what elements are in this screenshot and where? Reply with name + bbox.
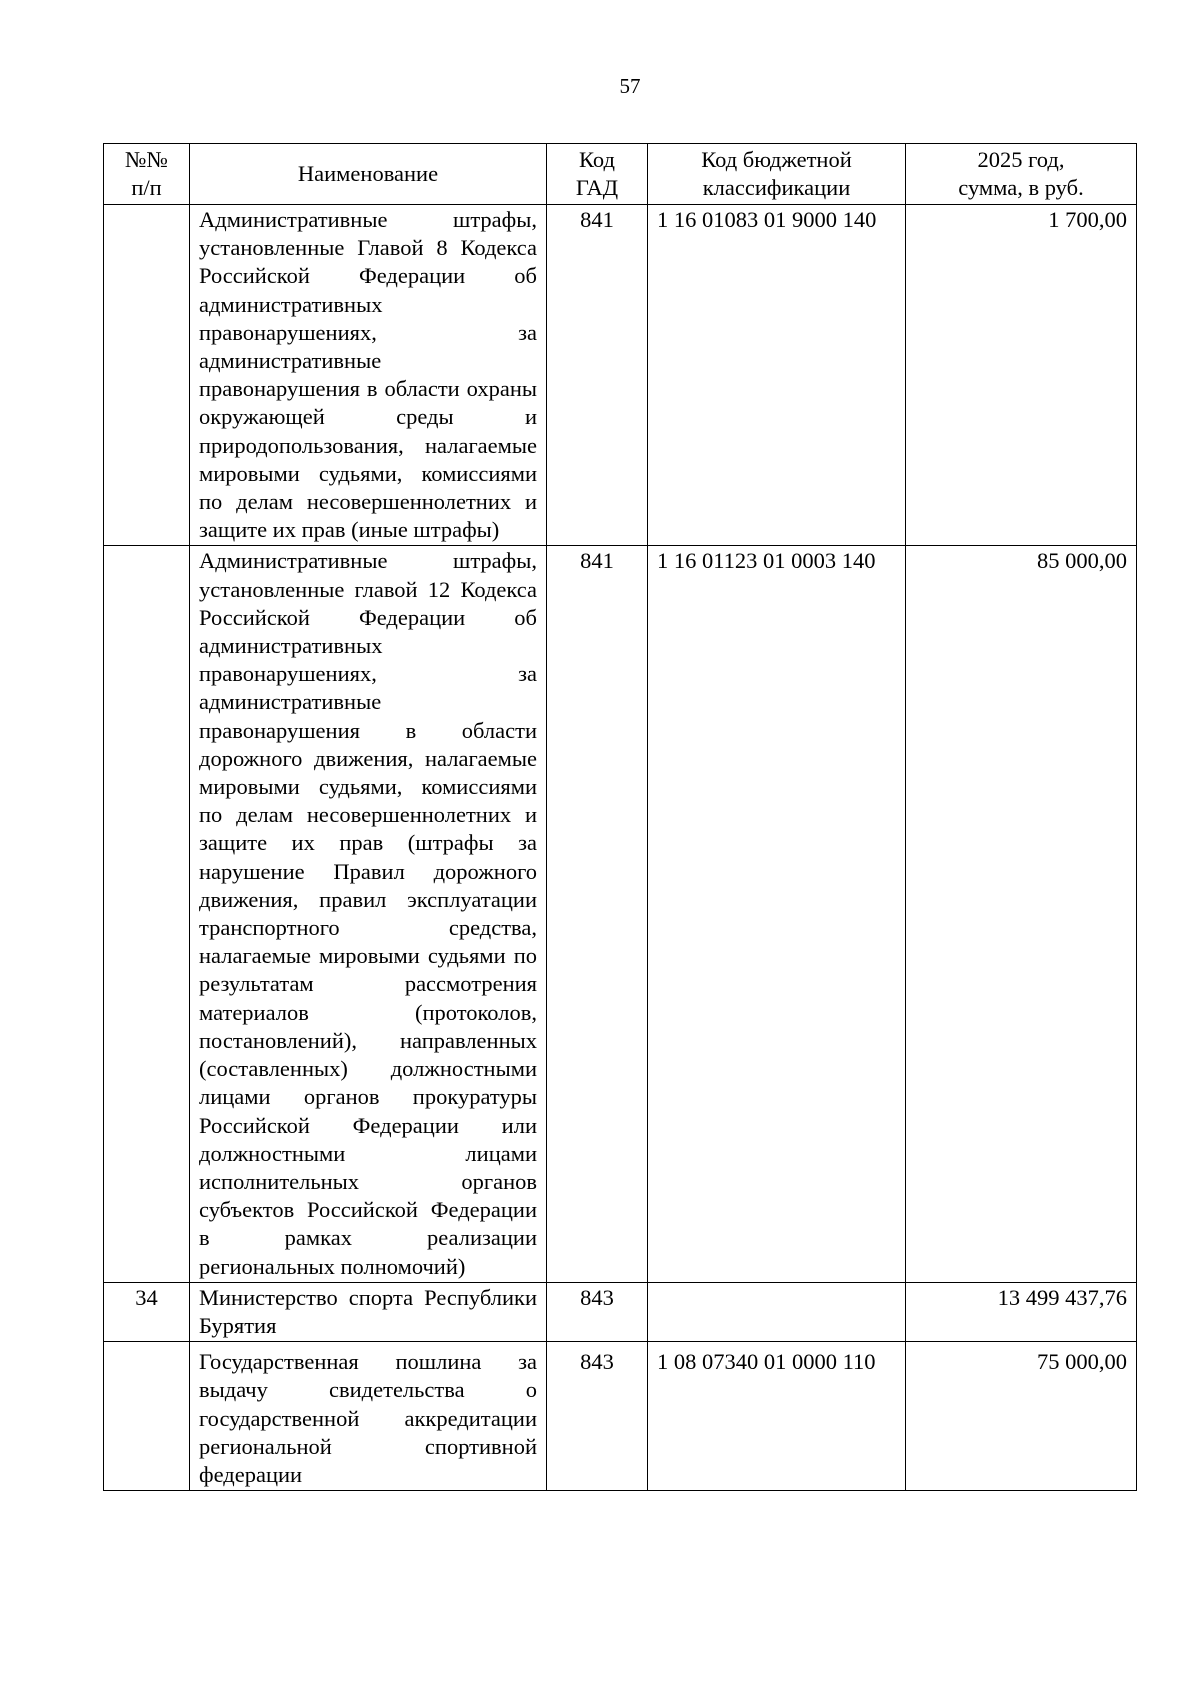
table-row	[104, 546, 1137, 1282]
row-num	[104, 205, 190, 546]
table-body	[104, 205, 1137, 1491]
row-kbk	[648, 1282, 906, 1341]
row-kbk: 1 16 01123 01 0003 140	[648, 546, 906, 1282]
header-num-line2: п/п	[131, 175, 162, 200]
header-kbk-line1: Код бюджетной	[701, 147, 852, 172]
row-gad: 843	[547, 1342, 648, 1491]
header-kbk-line2: классификации	[702, 175, 851, 200]
row-num	[104, 546, 190, 1282]
row-gad: 841	[547, 546, 648, 1282]
row-name: Министерство спорта Республики Бурятия	[190, 1282, 547, 1341]
header-amount-line2: сумма, в руб.	[958, 175, 1084, 200]
table-row	[104, 1342, 1137, 1491]
row-gad: 843	[547, 1282, 648, 1341]
row-num	[104, 1342, 190, 1491]
header-row	[104, 144, 1137, 205]
table-header	[104, 144, 1137, 205]
row-gad: 841	[547, 205, 648, 546]
row-amount: 1 700,00	[906, 205, 1137, 546]
page-number: 57	[619, 74, 641, 98]
table-row	[104, 1282, 1137, 1341]
row-kbk: 1 16 01083 01 9000 140	[648, 205, 906, 546]
header-amount	[906, 144, 1137, 205]
header-num	[104, 144, 190, 205]
row-name: Государственная пошлина за выдачу свидетельства о государственной аккредитации региональной спортивной федерации	[190, 1342, 547, 1491]
header-kbk	[648, 144, 906, 205]
header-name-label: Наименование	[297, 161, 439, 186]
row-amount: 85 000,00	[906, 546, 1137, 1282]
row-num: 34	[104, 1282, 190, 1341]
header-gad-line1: Код	[579, 147, 615, 172]
row-kbk: 1 08 07340 01 0000 110	[648, 1342, 906, 1491]
header-amount-line1: 2025 год,	[977, 147, 1065, 172]
row-name: Административные штрафы, установленные Главой 8 Кодекса Российской Федерации об административных правонарушениях, за административные правонарушения в области охраны окружающей среды и природопользования, налагаемые мировыми судьями, комиссиями по делам несовершеннолетних и защите их прав (иные штрафы)	[190, 205, 547, 546]
row-amount: 13 499 437,76	[906, 1282, 1137, 1341]
budget-revenue-table	[103, 143, 1137, 1491]
header-gad-line2: ГАД	[575, 175, 619, 200]
header-gad	[547, 144, 648, 205]
row-amount: 75 000,00	[906, 1342, 1137, 1491]
row-name: Административные штрафы, установленные главой 12 Кодекса Российской Федерации об административных правонарушениях, за административные правонарушения в области дорожного движения, налагаемые мировыми судьями, комиссиями по делам несовершеннолетних и защите их прав (штрафы за нарушение Правил дорожного движения, правил эксплуатации транспортного средства, налагаемые мировыми судьями по результатам рассмотрения материалов (протоколов, постановлений), направленных (составленных) должностными лицами органов прокуратуры Российской Федерации или должностными лицами исполнительных органов субъектов Российской Федерации в рамках реализации региональных полномочий)	[190, 546, 547, 1282]
header-name	[190, 144, 547, 205]
header-num-line1: №№	[125, 147, 168, 172]
table-row	[104, 205, 1137, 546]
